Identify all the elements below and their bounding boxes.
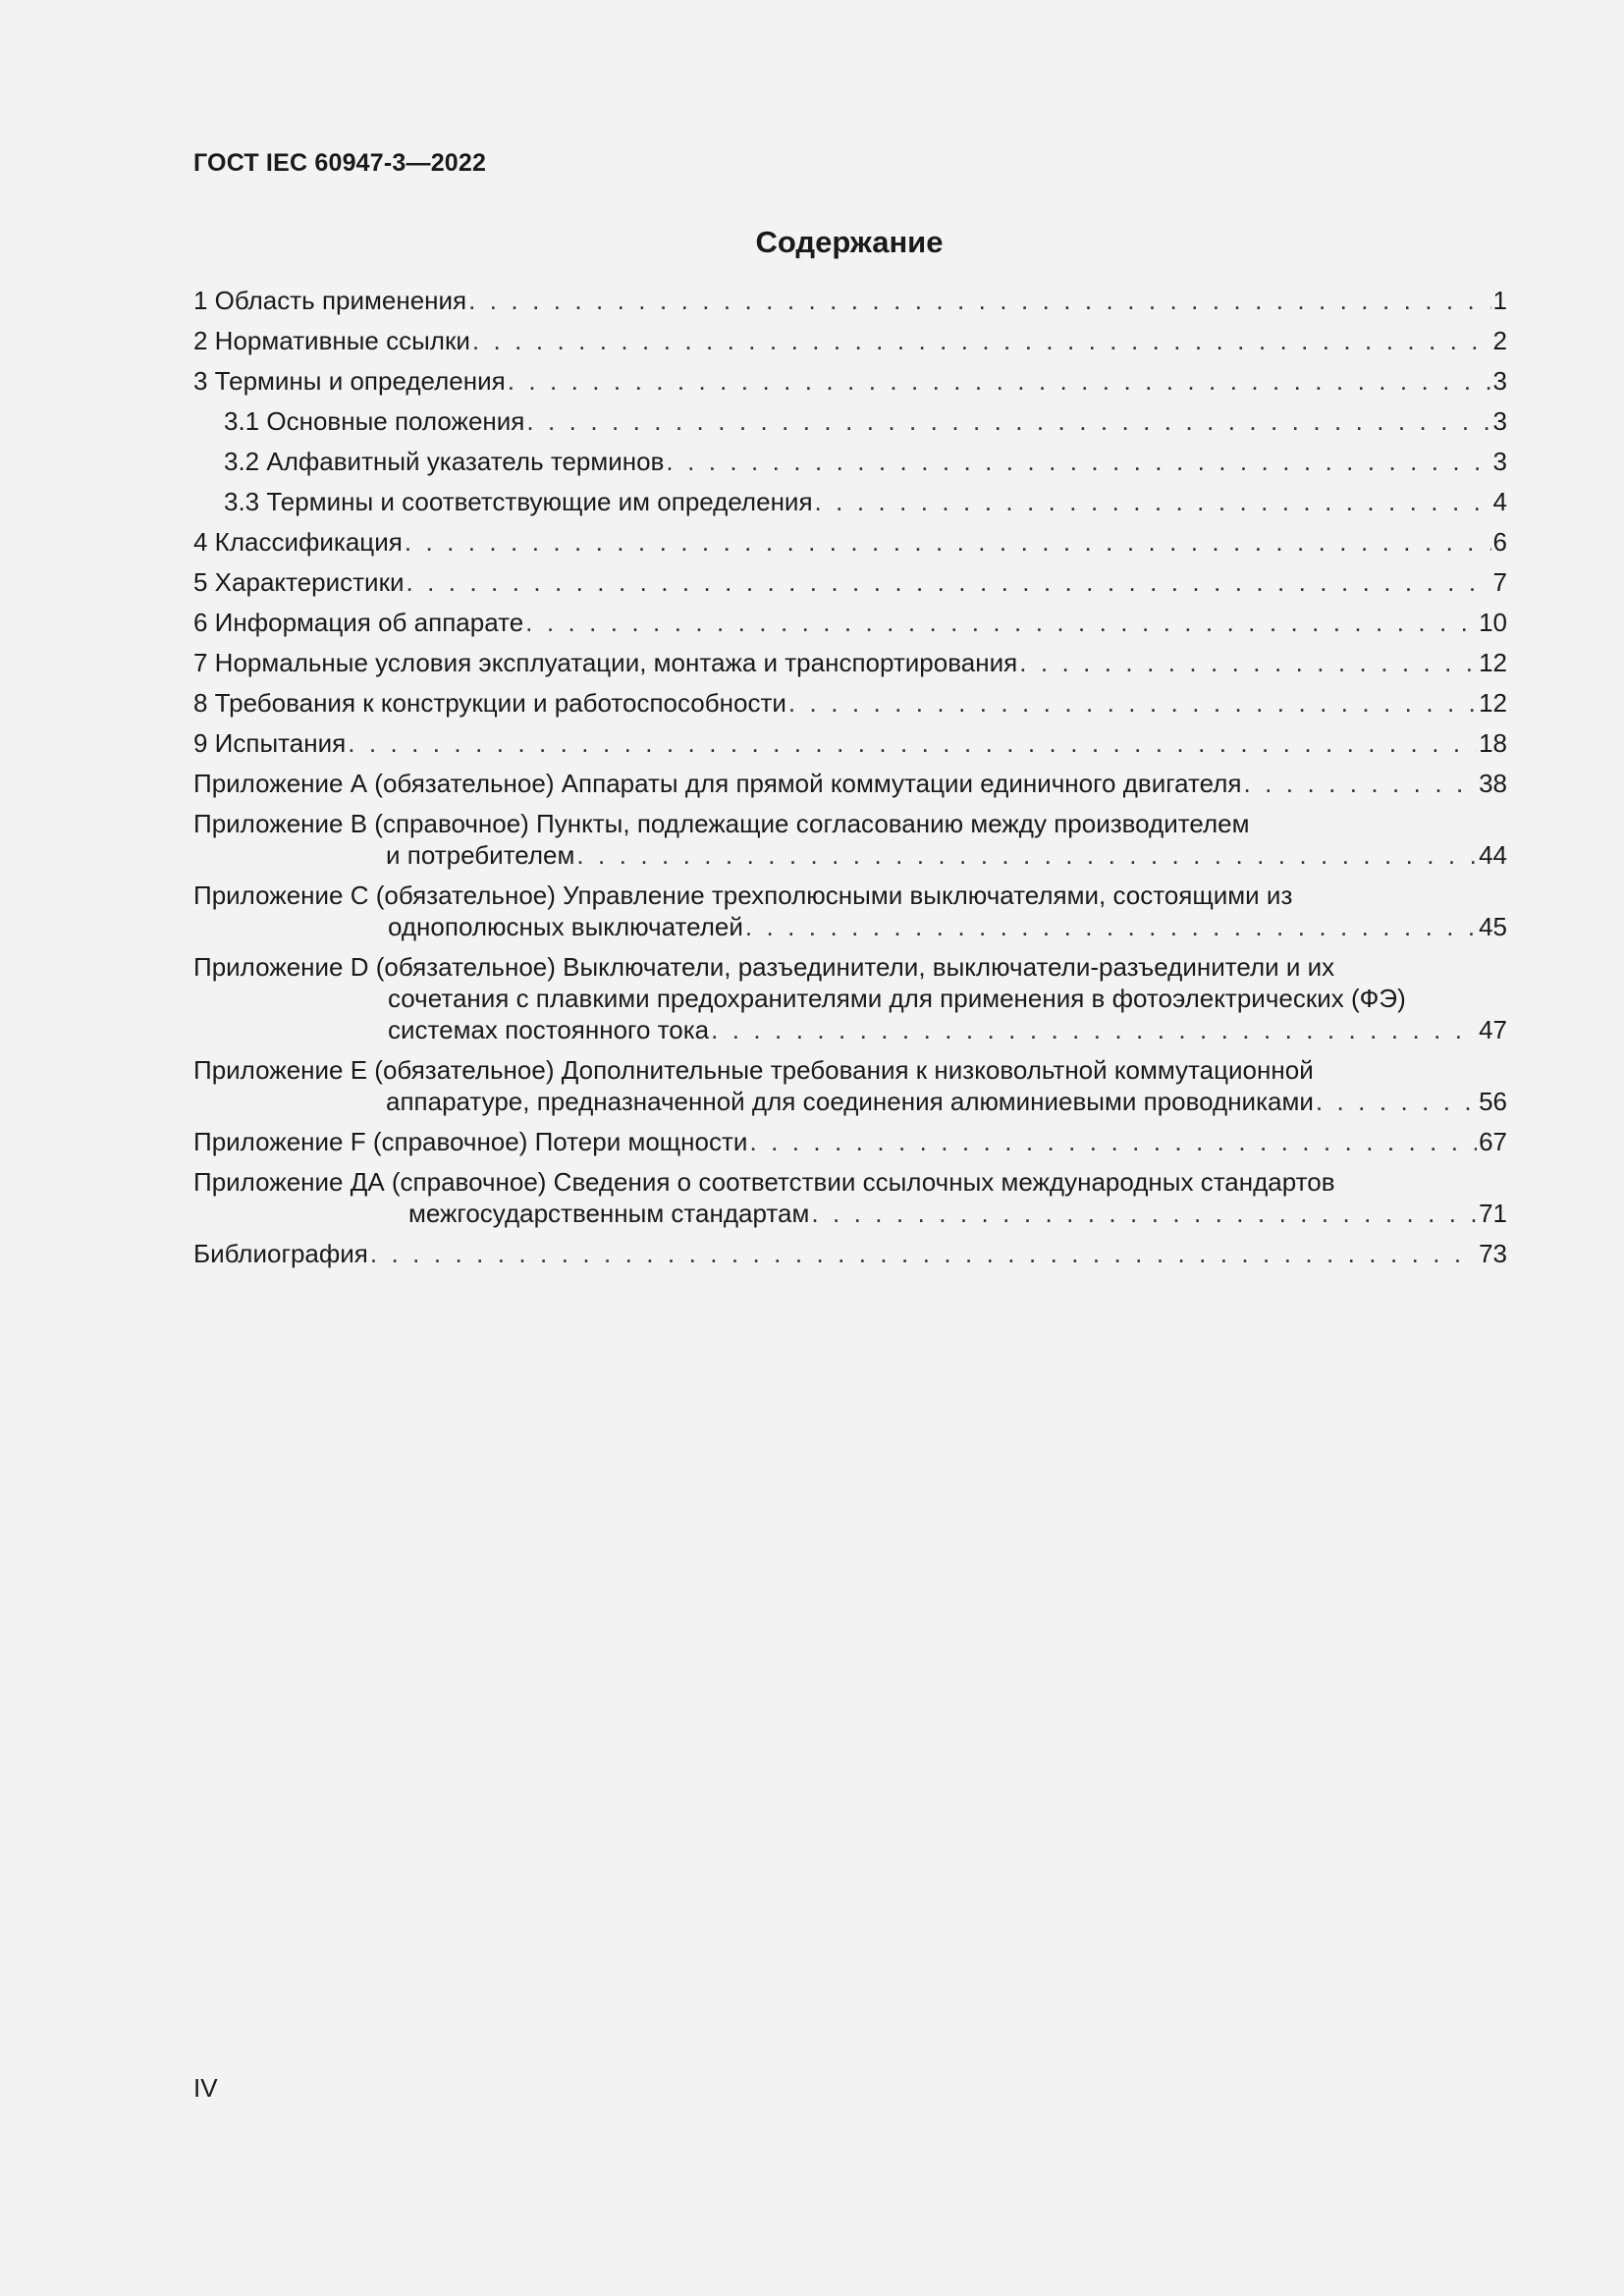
toc-entry-title: 3.1 Основные положения [224, 406, 525, 436]
toc-entry[interactable] [193, 285, 1507, 316]
toc-entry-line: Приложение D (обязательное) Выключатели, разъединители, выключатели-разъединители и их [193, 952, 1335, 982]
toc-entry[interactable] [193, 365, 1507, 397]
toc-entry[interactable] [193, 951, 1507, 1045]
toc-entry-title: Библиография [193, 1239, 368, 1268]
toc-entry-page: 3 [1492, 447, 1507, 476]
toc-title: Содержание [755, 225, 944, 259]
table-of-contents [193, 285, 1507, 1278]
dot-leader [1244, 768, 1478, 799]
toc-entry-page: 73 [1479, 1239, 1507, 1268]
toc-entry-page: 71 [1479, 1199, 1507, 1228]
toc-entry-page: 3 [1492, 406, 1507, 436]
toc-entry-page: 1 [1492, 286, 1507, 315]
toc-entry-page: 67 [1479, 1127, 1507, 1156]
toc-entry-title: системах постоянного тока [388, 1015, 710, 1044]
toc-entry-title: 8 Требования к конструкции и работоспособности [193, 688, 786, 718]
dot-leader [526, 405, 1490, 437]
dot-leader [370, 1238, 1477, 1269]
dot-leader [666, 446, 1490, 477]
dot-leader [815, 486, 1491, 517]
dot-leader [1316, 1086, 1477, 1117]
toc-entry-page: 18 [1479, 728, 1507, 758]
toc-entry[interactable] [193, 405, 1507, 437]
toc-entry-title: 3.2 Алфавитный указатель терминов [224, 447, 665, 476]
toc-entry-page: 12 [1479, 648, 1507, 677]
toc-entry-title: 2 Нормативные ссылки [193, 326, 470, 355]
toc-entry-title: 9 Испытания [193, 728, 347, 758]
toc-entry[interactable] [193, 647, 1507, 678]
toc-entry-title: 7 Нормальные условия эксплуатации, монтажа и транспортирования [193, 648, 1018, 677]
dot-leader [811, 1198, 1477, 1229]
toc-entry-title: 5 Характеристики [193, 567, 405, 597]
toc-entry-page: 3 [1492, 366, 1507, 396]
toc-entry-page: 47 [1479, 1015, 1507, 1044]
dot-leader [405, 526, 1491, 558]
page-number: IV [193, 2073, 218, 2103]
toc-entry[interactable] [193, 1238, 1507, 1269]
toc-entry[interactable] [193, 768, 1507, 799]
toc-entry-line: сочетания с плавкими предохранителями для применения в фотоэлектрических (ФЭ) [388, 984, 1406, 1013]
toc-entry[interactable] [193, 1126, 1507, 1157]
toc-entry-line: Приложение Е (обязательное) Дополнительные требования к низковольтной коммутационной [193, 1055, 1314, 1085]
toc-entry-title: 4 Классификация [193, 527, 403, 557]
toc-entry-page: 12 [1479, 688, 1507, 718]
toc-entry-title: Приложение А (обязательное) Аппараты для прямой коммутации единичного двигателя [193, 769, 1242, 798]
dot-leader [348, 727, 1477, 759]
toc-entry-line: Приложение С (обязательное) Управление трехполюсными выключателями, состоящими из [193, 881, 1293, 910]
toc-entry[interactable] [193, 727, 1507, 759]
toc-entry-page: 45 [1479, 912, 1507, 941]
document-code-header: ГОСТ IEC 60947-3—2022 [193, 149, 487, 177]
toc-entry[interactable] [193, 1054, 1507, 1117]
toc-entry-page: 6 [1492, 527, 1507, 557]
toc-entry[interactable] [193, 566, 1507, 598]
dot-leader [508, 365, 1491, 397]
toc-entry[interactable] [193, 607, 1507, 638]
toc-entry[interactable] [193, 526, 1507, 558]
toc-entry-title: 3.3 Термины и соответствующие им определения [224, 487, 813, 516]
toc-entry-title: 6 Информация об аппарате [193, 608, 524, 637]
dot-leader [406, 566, 1490, 598]
dot-leader [468, 285, 1490, 316]
toc-entry-title: и потребителем [386, 840, 575, 870]
toc-entry-line: Приложение В (справочное) Пункты, подлежащие согласованию между производителем [193, 809, 1250, 838]
toc-entry-page: 4 [1492, 487, 1507, 516]
toc-entry-title: межгосударственным стандартам [408, 1199, 810, 1228]
dot-leader [525, 607, 1477, 638]
toc-entry-page: 7 [1492, 567, 1507, 597]
toc-entry[interactable] [193, 446, 1507, 477]
toc-entry-page: 44 [1479, 840, 1507, 870]
dot-leader [788, 687, 1477, 719]
toc-entry[interactable] [193, 486, 1507, 517]
toc-entry[interactable] [193, 880, 1507, 942]
toc-entry-page: 2 [1492, 326, 1507, 355]
dot-leader [1019, 647, 1477, 678]
toc-entry[interactable] [193, 325, 1507, 356]
toc-entry-title: Приложение F (справочное) Потери мощности [193, 1127, 748, 1156]
dot-leader [472, 325, 1491, 356]
toc-entry-title: однополюсных выключателей [388, 912, 743, 941]
toc-entry-page: 10 [1479, 608, 1507, 637]
toc-entry-title: 1 Область применения [193, 286, 467, 315]
toc-entry-title: аппаратуре, предназначенной для соединения алюминиевыми проводниками [386, 1087, 1314, 1116]
toc-entry-page: 56 [1479, 1087, 1507, 1116]
toc-entry[interactable] [193, 1166, 1507, 1229]
dot-leader [711, 1014, 1477, 1045]
toc-entry[interactable] [193, 808, 1507, 871]
toc-entry-title: 3 Термины и определения [193, 366, 506, 396]
toc-entry-line: Приложение ДА (справочное) Сведения о соответствии ссылочных международных стандартов [193, 1167, 1335, 1197]
toc-entry-page: 38 [1479, 769, 1507, 798]
toc-entry[interactable] [193, 687, 1507, 719]
dot-leader [576, 839, 1477, 871]
dot-leader [745, 911, 1477, 942]
dot-leader [749, 1126, 1477, 1157]
